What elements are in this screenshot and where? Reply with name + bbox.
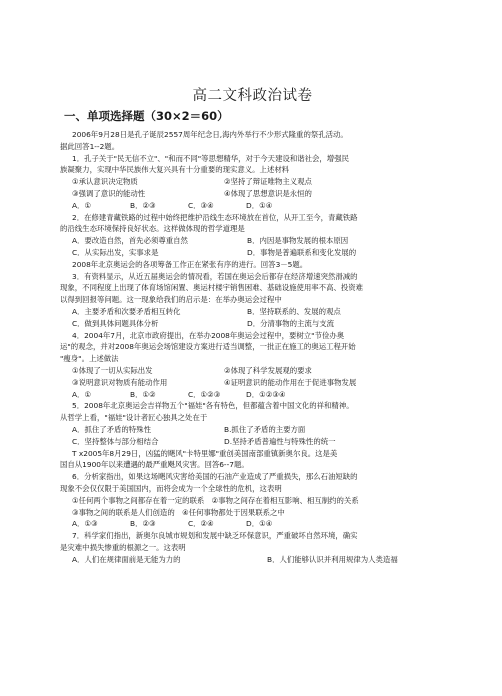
question-6: 6．分析家指出，如果这场飓风灾害给美国的石油产业造成了严重损失，那么石油短缺的 — [72, 472, 358, 482]
answer-choice: B．②③ — [130, 519, 156, 529]
page-title: 高二文科政治试卷 — [192, 88, 313, 104]
question-7-cont: 是灾难中损失惨重的根源之一。这表明 — [60, 542, 186, 552]
option: D.坚持矛盾普遍性与特殊性的统一 — [224, 436, 336, 446]
option: ①承认意识决定物质 — [72, 177, 138, 187]
question-3-cont: 现象，不同程度上出现了体育场馆闲置、奥运村楼宇销售困难、基础设施使用率不高、投资难 — [60, 283, 364, 293]
option-row — [60, 306, 445, 318]
answer-choice: B．②③ — [130, 200, 156, 210]
option-row — [60, 554, 445, 566]
option: ③事物之间的联系是人们创造的 ④任何事物都处于因果联系之中 — [72, 507, 285, 517]
question-3-cont: 以得到回报等问题。这一现象给我们的启示是：在举办奥运会过程中 — [60, 295, 282, 305]
intro-line: T x2005年8月29日，凶猛的飓风"卡特里娜"重创美国南部重镇新奥尔良。这是美 — [72, 448, 338, 458]
option: ④体现了思想意识是永恒的 — [224, 188, 312, 198]
answer-choice: A．①③ — [72, 519, 98, 529]
intro-line: 2006年9月28日是孔子诞辰2557周年纪念日,海内外举行不少形式隆重的祭孔活动。 — [72, 130, 348, 139]
option: A．主要矛盾和次要矛盾相互转化 — [72, 306, 181, 316]
option: B．内因是事物发展的根本原因 — [247, 236, 349, 246]
option-row — [60, 176, 445, 188]
option-row — [60, 436, 445, 448]
option: B.抓住了矛盾的主要方面 — [224, 424, 306, 434]
option: A．抓住了矛盾的特殊性 — [72, 424, 151, 434]
option: D．事物是普遍联系和变化发展的 — [247, 247, 357, 257]
question-2-cont: 的沿线生态环境保持良好状态。这样做体现的哲学道理是 — [60, 224, 245, 234]
option-row — [60, 247, 445, 259]
option-row — [60, 377, 445, 389]
option: A．人们在规律面前是无能为力的 — [72, 554, 181, 564]
option: ①任何两个事物之间都存在着一定的联系 ②事物之间存在着相互影响、相互制约的关系 — [72, 495, 359, 505]
question-4: 4．2004年7月，北京市政府提出，在举办2008年奥运会过程中，要树立"节俭办奥 — [72, 330, 345, 340]
option: B．人们能够认识并利用规律为人类造福 — [267, 554, 398, 564]
option-row — [60, 235, 445, 247]
answer-choice: D．①④ — [246, 519, 273, 529]
option: A．要改造自然，首先必须尊重自然 — [72, 236, 188, 246]
intro-line: 据此回答1--2题。 — [60, 141, 120, 151]
answer-choice: D．①②③④ — [246, 389, 286, 399]
option-row — [60, 365, 445, 377]
question-7: 7．科学家们指出，新奥尔良城市规划和发展中缺乏环保意识，严重破坏自然环境，确实 — [72, 531, 358, 541]
option: ①体现了一切从实际出发 — [72, 365, 153, 375]
question-2: 2．在修建青藏铁路的过程中始终把维护沿线生态环境放在首位，从开工至今，青藏铁路 — [72, 212, 358, 222]
option-row — [60, 318, 445, 330]
question-1: 1．孔子关于"民无信不立"、"和而不同"等思想精华，对于今天建设和谐社会，增强民 — [72, 153, 349, 163]
option-row — [60, 424, 445, 436]
answer-choice: A．① — [72, 389, 92, 399]
intro-line: 2008年北京奥运会的各项筹备工作正在紧张有序的进行。回答3－5题。 — [72, 259, 308, 269]
section-heading: 一、单项选择题（30×2＝60） — [64, 109, 229, 123]
intro-line: 国自从1900年以来遭遇的最严重飓风灾害。回答6--7题。 — [60, 460, 249, 470]
document-page — [60, 0, 445, 696]
question-6-cont: 现象不会仅仅限于美国国内，而将会成为一个全球性的危机，这表明 — [60, 483, 282, 493]
option: ④证明意识的能动作用在于促进事物发展 — [224, 377, 357, 387]
question-4-cont: "瘦身"。上述做法 — [60, 354, 119, 364]
option: ②体现了科学发展观的要求 — [224, 365, 312, 375]
option: ②坚持了辩证唯物主义观点 — [224, 177, 312, 187]
question-4-cont: 运"的观念，并对2008年奥运会场馆建设方案进行适当调整，一批正在施工的奥运工程开始 — [60, 342, 356, 352]
answer-choice: A．① — [72, 200, 92, 210]
option: C．坚持整体与部分相结合 — [72, 436, 159, 446]
option: D．分清事物的主流与支流 — [247, 318, 334, 328]
option: ③说明意识对物质有能动作用 — [72, 377, 168, 387]
option: ③强调了意识的能动性 — [72, 188, 146, 198]
option: B．坚持联系的、发展的观点 — [247, 306, 341, 316]
question-1-cont: 族凝聚力，实现中华民族伟大复兴具有十分重要的现实意义。上述材料 — [60, 165, 290, 175]
answer-row — [60, 389, 445, 401]
answer-choice: C．③④ — [188, 200, 214, 210]
answer-choice: C．①②③ — [188, 389, 221, 399]
answer-choice: B．①② — [130, 389, 156, 399]
question-5-cont: 从哲学上看，"福娃"设计者匠心独具之处在于 — [60, 413, 208, 423]
question-3: 3．有资料显示，从近五届奥运会的情况看，若国在奥运会后都存在经济增速突然滑减的 — [72, 271, 358, 281]
answer-row — [60, 518, 445, 530]
answer-choice: D．①④ — [246, 200, 273, 210]
option: C．做到具体问题具体分析 — [72, 318, 159, 328]
document-body — [60, 129, 445, 565]
question-5: 5．2008年北京奥运会吉祥物五个"福娃"各有特色，但都蕴含着中国文化的祥和精神。 — [72, 401, 354, 411]
option: C．从实际出发，实事求是 — [72, 247, 159, 257]
answer-choice: C．②④ — [188, 519, 214, 529]
option-row — [60, 188, 445, 200]
answer-row — [60, 200, 445, 212]
